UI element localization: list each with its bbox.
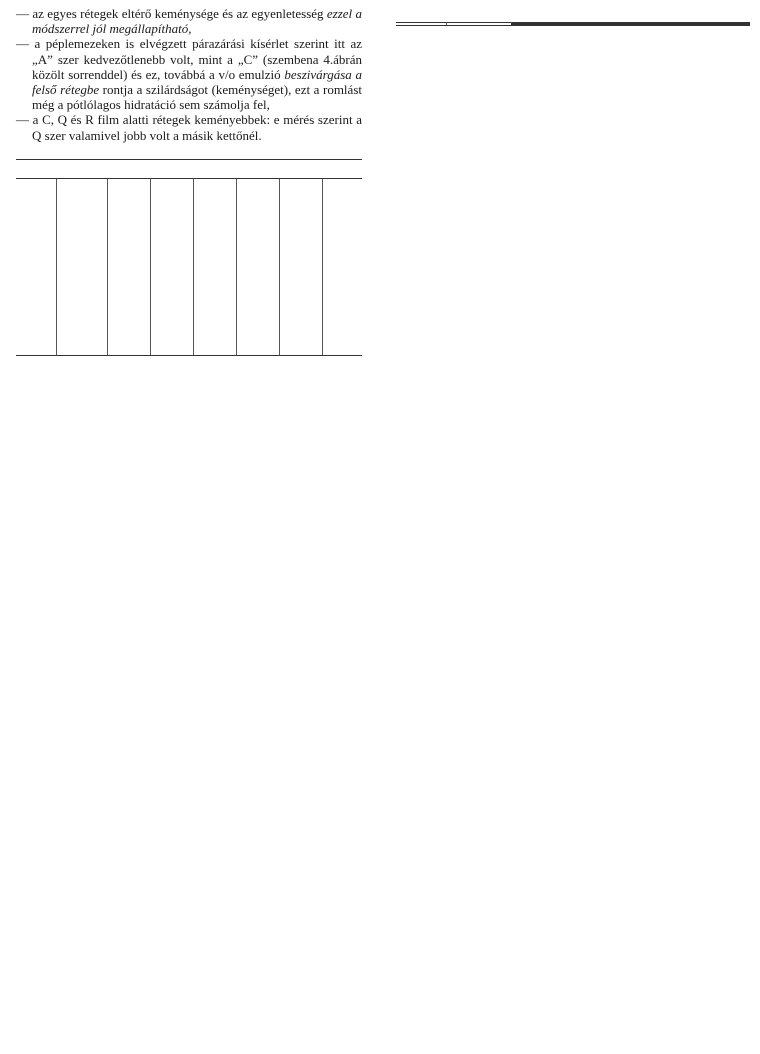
table8-day xyxy=(694,25,750,26)
bullet-1: — az egyes rétegek eltérő keménysége és az egyenletesség ezzel a módszerrel jól megállapítható, xyxy=(16,6,362,37)
table8-day xyxy=(572,25,633,26)
table7-col-8 xyxy=(322,178,362,355)
table7-col-7 xyxy=(279,178,322,355)
table-8 xyxy=(396,22,750,26)
table7-col-reteg xyxy=(57,178,108,355)
table7-col-jel xyxy=(16,178,57,355)
table7-col-6 xyxy=(236,178,279,355)
table7-col-5 xyxy=(193,178,236,355)
bullet-2: — a péplemezeken is elvégzett párazárási kísérlet szerint itt az „A” szer kedvezőtlenebb volt, mint a „C” (szembena 4.ábrán közölt sorrenddel) és ez, továbbá a v/o emulzió beszivárgása a felső rétegbe rontja a szilárdságot (keménységet), ezt a romlást még a pótlólagos hidratáció sem számolja fel, xyxy=(16,36,362,113)
bullet-3: — a C, Q és R film alatti rétegek keményebbek: e mérés szerint a Q szer valamivel jobb volt a másik kettőnél. xyxy=(16,112,362,143)
left-column xyxy=(16,6,362,368)
table-7 xyxy=(16,159,362,356)
table8-col-menny xyxy=(447,23,512,26)
table8-col-jel xyxy=(396,23,447,26)
table8-day xyxy=(633,25,694,26)
table8-day xyxy=(512,25,573,26)
right-column xyxy=(396,6,750,42)
table7-col-4 xyxy=(150,178,193,355)
table7-group-header xyxy=(16,159,362,178)
table7-col-3 xyxy=(108,178,151,355)
